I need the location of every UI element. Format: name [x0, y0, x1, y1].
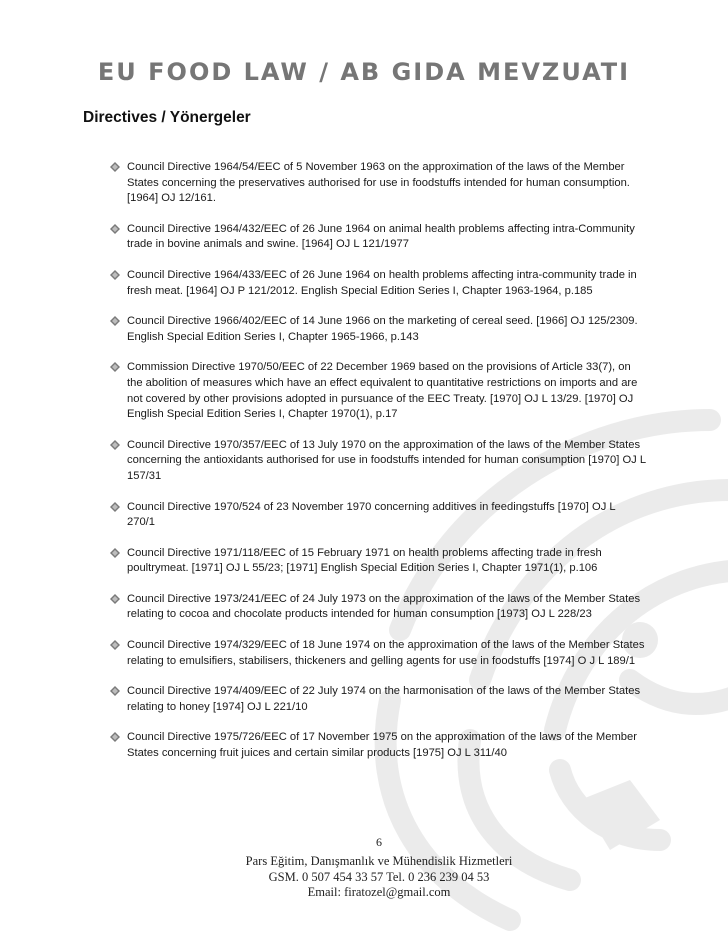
diamond-bullet-icon: [110, 502, 120, 512]
footer-contact: GSM. 0 507 454 33 57 Tel. 0 236 239 04 53: [268, 869, 490, 884]
list-item: [106, 438, 646, 485]
directives-list: [106, 160, 646, 777]
list-item-text: Council Directive 1974/329/EEC of 18 June 1974 on the approximation of the laws of the Member States relating to emulsifiers, stabilisers, thickeners and gelling agents for use in foodstuffs [1974] O J L 189/1: [127, 639, 645, 667]
diamond-bullet-icon: [110, 594, 120, 604]
list-item-text: Council Directive 1964/432/EEC of 26 June 1964 on animal health problems affecting intra-Community trade in bovine animals and swine. [1964] OJ L 121/1977: [127, 222, 635, 251]
list-item: [106, 500, 646, 531]
list-item: [106, 160, 646, 207]
diamond-bullet-icon: [110, 224, 120, 234]
diamond-bullet-icon: [110, 270, 120, 280]
diamond-bullet-icon: [110, 686, 120, 696]
diamond-bullet-icon: [110, 732, 120, 742]
list-item: [106, 592, 646, 623]
footer-email: Email: firatozel@gmail.com: [307, 885, 451, 899]
list-item-text: Council Directive 1966/402/EEC of 14 June 1966 on the marketing of cereal seed. [1966] OJ 125/2309. English Special Edition Series I, Chapter 1965-1966, p.143: [127, 315, 638, 343]
list-item-text: Council Directive 1964/54/EEC of 5 November 1963 on the approximation of the laws of the Member States concerning the preservatives authorised for use in foodstuffs intended for human consumption. [1964] OJ 12/161.: [127, 161, 630, 205]
list-item: [106, 268, 646, 299]
list-item: [106, 684, 646, 715]
page-footer: [0, 835, 728, 901]
section-title: Directives / Yönergeler: [83, 109, 251, 126]
list-item-text: Council Directive 1964/433/EEC of 26 June 1964 on health problems affecting intra-community trade in fresh meat. [1964] OJ P 121/2012. English Special Edition Series I, Chapter 1963-1964, p.185: [127, 268, 637, 297]
list-item: [106, 360, 646, 422]
diamond-bullet-icon: [110, 440, 120, 450]
list-item-text: Council Directive 1975/726/EEC of 17 November 1975 on the approximation of the laws of the Member States concerning fruit juices and certain similar products [1975] OJ L 311/40: [127, 731, 637, 760]
diamond-bullet-icon: [110, 640, 120, 650]
diamond-bullet-icon: [110, 548, 120, 558]
list-item: [106, 222, 646, 253]
list-item: [106, 730, 646, 761]
document-header-title: EU FOOD LAW / AB GIDA MEVZUATI: [97, 58, 631, 86]
list-item-text: Council Directive 1970/524 of 23 November 1970 concerning additives in feedingstuffs [1970] OJ L 270/1: [127, 500, 616, 529]
list-item-text: Commission Directive 1970/50/EEC of 22 December 1969 based on the provisions of Article 33(7), on the abolition of measures which have an effect equivalent to quantitative restrictions on imports and are not covered by other provisions adopted in pursuance of the EEC Treaty. [1970] OJ L 13/29. [1970] OJ English Special Edition Series I, Chapter 1970(1), p.17: [127, 361, 638, 421]
list-item: [106, 546, 646, 577]
footer-company: Pars Eğitim, Danışmanlık ve Mühendislik Hizmetleri: [245, 854, 513, 868]
page-number: 6: [376, 835, 382, 849]
diamond-bullet-icon: [110, 362, 120, 372]
list-item-text: Council Directive 1974/409/EEC of 22 July 1974 on the harmonisation of the laws of the Member States relating to honey [1974] OJ L 221/10: [127, 685, 641, 713]
list-item-text: Council Directive 1973/241/EEC of 24 July 1973 on the approximation of the laws of the Member States relating to cocoa and chocolate products intended for human consumption [1973] OJ L 228/23: [127, 592, 641, 621]
list-item-text: Council Directive 1970/357/EEC of 13 July 1970 on the approximation of the laws of the Member States concerning the antioxidants authorised for use in foodstuffs intended for human consumption [1970] OJ L 157/31: [127, 438, 646, 482]
diamond-bullet-icon: [110, 162, 120, 172]
list-item: [106, 638, 646, 669]
list-item-text: Council Directive 1971/118/EEC of 15 February 1971 on health problems affecting trade in fresh poultrymeat. [1971] OJ L 55/23; [1971] English Special Edition Series I, Chapter 1971(1), p.106: [127, 546, 602, 575]
list-item: [106, 314, 646, 345]
diamond-bullet-icon: [110, 316, 120, 326]
